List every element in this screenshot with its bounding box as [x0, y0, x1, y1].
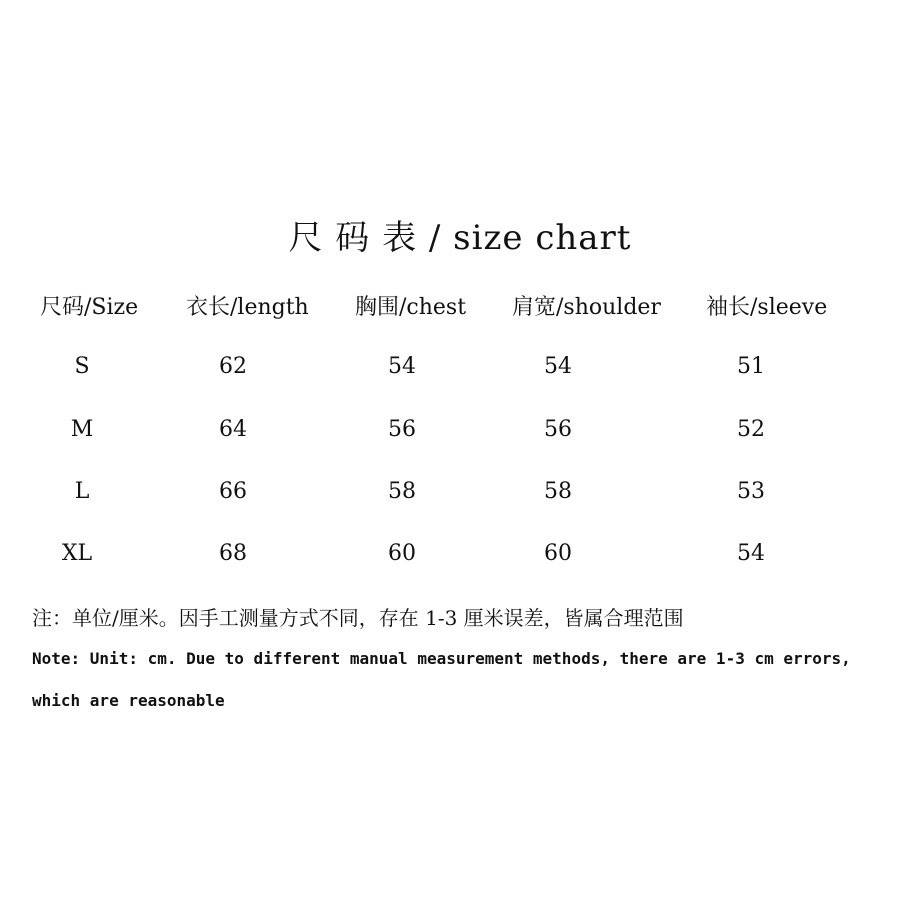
chest-cell: 58: [388, 479, 416, 504]
length-cell: 68: [219, 541, 247, 566]
chest-cell: 60: [388, 541, 416, 566]
header-size: 尺码/Size: [40, 295, 139, 320]
length-cell: 64: [219, 417, 247, 442]
size-cell: S: [74, 354, 90, 379]
chest-cell: 56: [388, 417, 416, 442]
chart-title: 尺 码 表 / size chart: [288, 218, 632, 258]
sleeve-cell: 52: [737, 417, 765, 442]
sleeve-cell: 51: [737, 354, 765, 379]
shoulder-cell: 56: [544, 417, 572, 442]
sleeve-cell: 54: [737, 541, 765, 566]
size-cell: M: [70, 417, 94, 442]
header-length: 衣长/length: [186, 295, 309, 320]
length-cell: 66: [219, 479, 247, 504]
note-english-line-1: Note: Unit: cm. Due to different manual measurement methods, there are 1-3 cm errors,: [32, 649, 851, 668]
shoulder-cell: 60: [544, 541, 572, 566]
note-english-line-2: which are reasonable: [32, 691, 225, 710]
sleeve-cell: 53: [737, 479, 765, 504]
size-cell: L: [74, 479, 90, 504]
shoulder-cell: 58: [544, 479, 572, 504]
length-cell: 62: [219, 354, 247, 379]
chest-cell: 54: [388, 354, 416, 379]
shoulder-cell: 54: [544, 354, 572, 379]
header-shoulder: 肩宽/shoulder: [512, 295, 661, 320]
header-chest: 胸围/chest: [355, 295, 467, 320]
header-sleeve: 袖长/sleeve: [706, 295, 828, 320]
note-chinese: 注：单位/厘米。因手工测量方式不同，存在 1-3 厘米误差，皆属合理范围: [32, 606, 684, 630]
size-cell: XL: [61, 541, 93, 566]
